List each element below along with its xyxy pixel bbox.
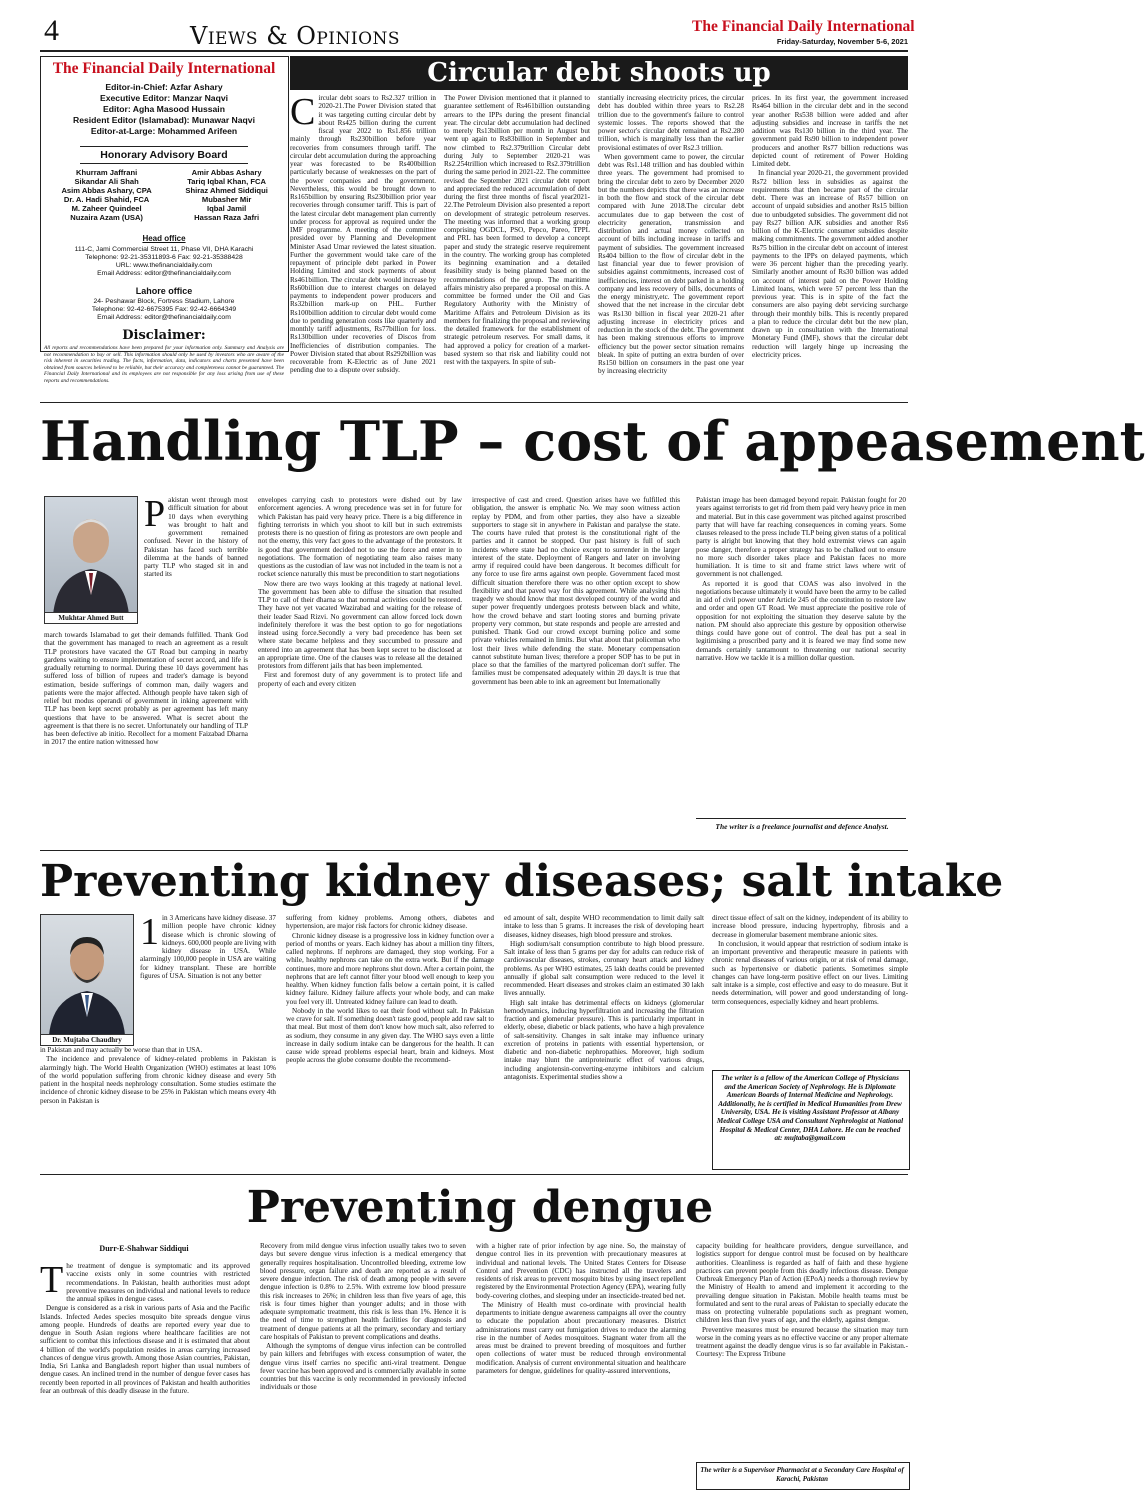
dengue-writer-note: The writer is a Supervisor Pharmacist at a Secondary Care Hospital of Karachi, Pakistan <box>700 1466 904 1483</box>
header-date: Friday-Saturday, November 5-6, 2021 <box>776 37 908 46</box>
paragraph: he treatment of dengue is symptomatic and its approved vaccine exists only in some countries with restricted recommendations. In Pakistan, health authorities must adopt preventive measures on individual and national levels to reduce the annual spikes in dengue cases. <box>66 1262 250 1303</box>
advisory-table <box>44 168 284 222</box>
tlp-col3 <box>472 496 680 846</box>
writer-note-rule <box>696 818 906 819</box>
author-portrait-icon <box>45 497 137 615</box>
paragraph: High salt intake has detrimental effects on kidneys (glomerular hemodynamics, inducing hyperfiltration and increasing the filtration fraction and glomerular pressure). This is particularly important in elderly, obese, diabetic or black patients, who have a high prevalence of salt-sensitivity. Changes in salt intake may influence urinary excretion of proteins in patients with essential hypertension, or diabetic and non-diabetic nephropathies. Moreover, high sodium intake may blunt the antiproteinuric effect of various drugs, including angiotensin-converting-enzyme inhibitors and calcium antagonists. Experimental studies show a <box>504 998 704 1081</box>
paragraph: High sodium/salt consumption contribute to high blood pressure. Salt intake of less than 5 grams per day for adults can reduce risk of cardiovascular diseases, strokes, coronary heart attack and kidney problems. As per WHO estimates, 25 lakh deaths could be prevented annually if global salt consumption were reduced to the level it recommended. Heart diseases and strokes claim an estimated 30 lakh lives annually. <box>504 939 704 998</box>
paragraph: Preventive measures must be ensured because the situation may turn worse in the coming years as no effective vaccine or any proper alternate treatment against the deadly dengue virus is so far available in Pakistan.-Courtesy: The Express Tribune <box>696 1325 908 1359</box>
author-photo <box>44 496 138 616</box>
drop-cap: P <box>144 493 166 535</box>
head-office-line: Telephone: 92-21-35311893-6 Fax: 92-21-35388428 <box>85 254 243 261</box>
header-brand: The Financial Daily International <box>692 18 915 35</box>
kidney-col1a <box>140 911 276 1046</box>
advisor: Dr. A. Hadi Shahid, FCA <box>63 195 150 204</box>
staff-editor-in-chief: Editor-in-Chief: Azfar Ashary <box>105 82 223 92</box>
head-office-line: URL: www.thefinancialdaily.com <box>115 262 213 269</box>
tlp-col2 <box>258 496 462 846</box>
advisory-title: Honorary Advisory Board <box>80 146 248 164</box>
tlp-headline: Handling TLP – cost of appeasement <box>40 409 1145 473</box>
paragraph: When government came to power, the circular debt was Rs1.148 trillion and has doubled within three years. The government had promised to bring the circular debt to zero by December 2020 but the numbers depicts that there was an increase in both the flow and stock of the circular debt compared with June 2018.The circular debt accumulates due to gap between the cost of electricity generation, transmission and distribution and actual money collected on account of bills including increase in tariffs and payment of subsidies. The government increased Rs404 billion to the flow of circular debt in the last financial year due to fewer provision of subsidies against commitments, increased cost of inefficiencies, interest on debt parked in a holding company and less recovery of bills, documents of the energy ministry,etc. The government report showed that the net increase in the circular debt was Rs130 billion in fiscal year 2020-21 after adjusting increase in electricity prices and reduction in the stock of the debt. The government has been making strenuous efforts to improve efficiency but the power sector situation remains bleak. In spite of putting an extra burden of over Rs150 billion on consumers in the past one year by increasing electricity <box>598 152 744 376</box>
disclaimer-text: All reports and recommendations have been prepared for your information only. Summary and Analysis are not recommendation to buy or sell. This information should only be used by investors who are aware of the risk inherent in securities trading. The facts, information, data, indicators and charts presented have been obtained from sources believed to be reliable, but their accuracy and completeness cannot be guaranteed. The Financial Daily International and its employees are not responsible for any loss arising from use of these reports and recommendations. <box>44 345 284 384</box>
dengue-headline: Preventing dengue <box>246 1182 714 1233</box>
author-caption: Mukhtar Ahmed Butt <box>44 612 138 624</box>
paragraph: direct tissue effect of salt on the kidney, independent of its ability to increase blood pressure, inducing hypertrophy, fibrosis and a decrease in glomerular basement membrane anionic sites. <box>712 914 908 939</box>
advisor: Sikandar Ali Shah <box>74 177 139 186</box>
author-caption: Dr. Mujtaba Chaudhry <box>40 1034 134 1046</box>
staff-resident-editor: Resident Editor (Islamabad): Munawar Naqvi <box>73 115 255 125</box>
paragraph: Recovery from mild dengue virus infection usually takes two to seven days but severe dengue virus infection is a medical emergency that generally requires hospitalisation. Uncontrolled bleeding, extreme low blood pressure, organ failure and death are reported as a result of severe dengue infection. The risk of death among people with severe dengue infection is 0.8% to 2.5%. With extreme low blood pressure this risk increases to 26%; in children less than five years of age, this risk is four times higher than younger adults; and in those with adequate symptomatic treatment, this risk is less than 1%. Hence it is the need of time to strengthen health facilities for diagnosis and treatment of dengue patients at all the primary, secondary and tertiary care hospitals of Pakistan to prevent complications and deaths. <box>260 1242 466 1341</box>
tlp-writer-note: The writer is a freelance journalist and defence Analyst. <box>715 822 889 831</box>
paragraph: The Ministry of Health must co-ordinate with provincial health departments to initiate dengue awareness campaigns all over the country to educate the population about precautionary measures. District administrations must carry out fumigation drives to reduce the alarming rise in the number of Aedes mosquitoes. Stagnant water from all the areas must be drained to prevent breeding of mosquitoes and further open collections of water must be reduced through environmental modification. Analysis of current environmental situation and healthcare parameters for dengue, guidelines for quality-assured interventions, <box>476 1300 686 1375</box>
paragraph: march towards Islamabad to get their demands fulfilled. Thank God that the government has managed to reach an agreement as a result TLP protestors have vacated the GT Road but camping in nearby gardens waiting to ensure implementation of secret accord, and life is gradually returning to normal. During these 10 days government has suffered loss of billion of rupees and trader's damage is beyond estimation, beside sufferings of common man, daily wagers and patients were the major affected. Although people have taken sigh of relief but modus operandi of government in inking agreement with TLP has been kept secret probably as per agreement has left many questions that have to be answered. What is secret about the agreement is that there is no secret. Unfortunately our handling of TLP has been defective ab initio. Recollect for a moment Faizabad Dharna in 2017 the entire nation witnessed how <box>44 631 248 747</box>
staff-executive-editor: Executive Editor: Manzar Naqvi <box>100 93 228 103</box>
tlp-col1b <box>44 631 248 846</box>
author-portrait-icon <box>41 915 133 1035</box>
circular-debt-col2 <box>444 94 590 396</box>
advisor: Shiraz Ahmed Siddiqui <box>185 186 268 195</box>
kidney-col4 <box>712 914 908 1066</box>
circular-debt-col4 <box>752 94 908 396</box>
advisor: Tariq Iqbal Khan, FCA <box>187 177 266 186</box>
paragraph: ircular debt soars to Rs2.327 trillion in 2020-21.The Power Division stated that it was targeting cutting circular debt by about Rs425 billion during the current fiscal year 2022 to Rs1.856 trillion mainly through Rs230billion before year recoveries from consumers through tariff. The circular debt accumulation during the approaching year was forecasted to be Rs400billion particularly because of weaknesses on the part of the power companies and the government. Nevertheless, this would be brought down to Rs165billion by ensuring Rs230billion prior year recoveries through consumer tariff. This is part of the latest circular debt management plan currently under process for approval as required under the IMF programme. A meeting of the committee presided over by Planning and Development Minister Asad Umar reviewed the latest situation. Further the government would take care of the repayment of principle debt parked in Power Holding Limited and stock payments of about Rs461billion. The circular debt would increase by Rs60billion due to interest charges on delayed payments to independent power producers and Rs32billion mark-up on PHL. Further Rs100billion addition to circular debt would come due to pending generation costs like quarterly and monthly tariff adjustments, Rs77billion for loss. Rs130billion under recoveries of Discos from Inefficiencies of distribution companies. The Power Division stated that about Rs292billion was recoverable from K-Electric as of June 2021 pending due to a dispute over subsidy. <box>290 94 436 375</box>
paragraph: Although the symptoms of dengue virus infection can be controlled by pain killers and febrifuges with excess consumption of water, the dengue virus itself carries no specific anti-viral treatment. Dengue fever vaccine has been approved and is commercially available in some countries but this vaccine is only recommended in previously infected individuals or those <box>260 1342 466 1392</box>
drop-cap: T <box>40 1259 64 1301</box>
author-photo <box>40 914 134 1036</box>
staff-editor-at-large: Editor-at-Large: Mohammed Arifeen <box>90 126 238 136</box>
paragraph: akistan went through most difficult situation for about 10 days when everything was brought to halt and government remained confused. Never in the history of Pakistan has faced such terrible dilemma at the hands of banned party TLP who staged sit in and started its <box>144 496 248 579</box>
header-rule <box>40 50 908 52</box>
paragraph: irrespective of cast and creed. Question arises have we fulfilled this obligation, the answer is emphatic No. We may soon witness action replay by PDM, and from other parties, they also have a sizeable supporters to stage sit in anywhere in Pakistan and paralyse the state. The courts have ruled that protest is the constitutional right of the parties and it cannot be stopped. Our past history is full of such incidents where state had no choice except to surrender in the larger interest of the state. Deployment of Rangers and later on involving army if required could have been dangerous. It becomes difficult for any force to use fire arms against own people. Government faced most difficult situation therefore there was no other option except to show flexibility and that paved way for this agreement. While analysing this tragedy we should know that most developed country of the world and super power frequently undergoes protests between black and white, how the crowd behave and start looting stores and burning private property very common, but state responds and people are arrested and punished. Thank God our crowd except burning police and some private vehicles remained in limits. But what about that policeman who lost their lives while defending the state. Monetary compensation cannot substitute human lives; therefore a proper SOP has to be put in place so that the families of the martyred policeman don't suffer. The families must be compensated adequately within 20 days.It is true that government has been able to ink an agreement but Internationally <box>472 496 680 686</box>
drop-cap: C <box>290 91 316 133</box>
section-divider <box>40 850 908 851</box>
advisor: M. Zaheer Quindeel <box>71 204 142 213</box>
section-divider <box>40 402 908 403</box>
paragraph: suffering from kidney problems. Among others, diabetes and hypertension, are major risk factors for chronic kidney disease. <box>286 914 494 931</box>
advisor: Amir Abbas Ashary <box>191 168 262 177</box>
paragraph: stantially increasing electricity prices, the circular debt has doubled within three years to Rs2.28 trillion due to the government's failure to control systemic losses. The reports showed that the power sector's circular debt remained at Rs2.280 trillion, which is marginally less than the earlier provisional estimates of over Rs2.3 trillion. <box>598 94 744 152</box>
head-office-title: Head office <box>142 234 186 243</box>
paragraph: In conclusion, it would appear that restriction of sodium intake is an important preventive and therapeutic measure in patients with chronic renal diseases of various origin, or at risk of renal damage, such as hypertensive or diabetic patients. Sometimes simple changes can have long-term positive effect on our lives. Limiting salt intake is a simple, cost effective and easy to do measure. But it needs determination, will power and good understanding of long-term consequences, especially kidney and heart problems. <box>712 939 908 1006</box>
paragraph: Nobody in the world likes to eat their food without salt. In Pakistan we crave for salt. If something doesn't taste good, people add raw salt to that meal. But most of them don't know how much salt, also referred to as sodium, they consume in any given day. The WHO says even a little increase in daily sodium intake can be dangerous for the health. It can cause wide spread problems especial heart, brain and kidneys. Most people across the globe consume double the recommend- <box>286 1006 494 1065</box>
paragraph: The incidence and prevalence of kidney-related problems in Pakistan is alarmingly high. The World Health Organization (WHO) estimates at least 10% of the world population suffering from chronic kidney disease and every 5th patient in the hospital needs nephrology consultation. Some studies estimate the incidence of chronic kidney disease to be 25% in Pakistan which means every 4th person in Pakistan is <box>40 1055 276 1105</box>
tlp-col4 <box>696 496 906 812</box>
kidney-writer-note: The writer is a fellow of the American College of Physicians and the American Society of Nephrology. He is Diplomate American Boards of Internal Medicine and Nephrology. Additionally, he is certified in Medical Humanities from Drew University, USA. He is visiting Assistant Professor at Albany Medical College USA and Consultant Nephrologist at National Hospital & Medical Center, DHA Lahore. He can be reached at: mujtaba@gmail.com <box>716 1074 904 1143</box>
circular-debt-col3 <box>598 94 744 396</box>
head-office-address <box>44 246 284 278</box>
disclaimer-title: Disclaimer: <box>122 328 206 343</box>
paragraph: in Pakistan and may actually be worse than that in USA. <box>40 1046 203 1054</box>
paragraph: Chronic kidney disease is a progressive loss in kidney function over a period of months or years. Each kidney has about a million tiny filters, called nephrons. If nephrons are damaged, they stop working. For a while, healthy nephrons can take on the extra work. But if the damage continues, more and more nephrons shut down. After a certain point, the nephrons that are left cannot filter your blood well enough to keep you healthy. When kidney function falls below a certain point, it is called kidney failure. Kidney failure affects your whole body, and can make you feel very ill. Untreated kidney failure can lead to death. <box>286 931 494 1006</box>
paragraph: The Power Division mentioned that it planned to guarantee settlement of Rs461billion outstanding arrears to the IPPs during the present financial year. The circular debt accumulation had declined to merely Rs13billion per month in August but went up again to Rs83billion in September and now climbed to Rs2.379trillion Circular debt during July to September 2020-21 was Rs2.254trillion which increased to Rs2.379trillion during the same period in 2021-22. The committee revised the September 2021 circular debt report and appreciated the reduced accumulation of debt during the first three months of fiscal year2021-22.The Petroleum Division also presented a report on development of strategic petroleum reserves. The meeting was informed that a working group comprising OGDCL, PSO, Pepco, Pareo, TPPL and PRL has been formed to develop a concept paper and study the strategic reserve requirement in the country. The working group has completed its beginning examination and a detailed feasibility study is being planned based on the recommendations of the group. The maritime affairs ministry also prepared a proposal on this. A committee be formed under the Oil and Gas Regulatory Authority with the Ministry of Maritime Affairs and Petroleum Division as its members for finalizing the proposal and reviewing the detailed framework for the establishment of strategic petroleum reserves. For small dams, it had approved a policy for creation of a market-based system so that risk and liability could not rest with the taxpayers. In spite of sub- <box>444 94 590 366</box>
drop-cap: 1 <box>140 911 159 953</box>
dengue-author: Durr-E-Shahwar Siddiqui <box>99 1244 189 1253</box>
paragraph: ed amount of salt, despite WHO recommendation to limit daily salt intake to less than 5 grams. It increases the risk of developing heart diseases, kidney diseases, high blood pressure and strokes. <box>504 914 704 939</box>
paragraph: prices. In its first year, the government increased Rs464 billion in the circular debt and in the second year another Rs538 billion were added and after adjusting subsidies and increase in tariffs the net addition was Rs130 billion in the third year. The government paid Rs90 billion to independent power producers and another Rs77 billion reductions was depicted count of retirement of Power Holding Limited debt. <box>752 94 908 168</box>
page-number: 4 <box>44 14 59 47</box>
staff-editor: Editor: Agha Masood Hussain <box>103 104 225 114</box>
circular-debt-headline: Circular debt shoots up <box>427 58 771 88</box>
paragraph: in 3 Americans have kidney disease. 37 million people have chronic kidney disease which is chronic slowing of kidneys. 600,000 people are living with kidney disease in USA. While alarmingly 100,000 people in USA are waiting for kidney transplant. These are horrible figures of USA. Situation is not any better <box>140 914 276 980</box>
lahore-office-line: Telephone: 92-42-6675395 Fax: 92-42-6664349 <box>91 306 237 313</box>
dengue-col4 <box>696 1242 908 1458</box>
kidney-headline: Preventing kidney diseases; salt intake <box>40 856 1004 907</box>
lahore-office-address <box>44 298 284 322</box>
paragraph: In financial year 2020-21, the government provided Rs72 billion less in subsidies as against the requirements that then became part of the circular debt. There was an increase of Rs57 billion on account of unpaid subsidies and another Rs15 billion due to unbudgeted subsidies. The government did not pay Rs27 billion AJK subsidies and another Rs6 billion of the K-Electric consumer subsidies despite making commitments. The government added another Rs75 billion in the circular debt on account of interest payments to the IPPs on delayed payments, which were 36 percent higher than the preceding yearly. Similarly another amount of Rs30 billion was added on account of interest paid on the Power Holding Limited loans, which were 57 percent less than the previous year. This is in spite of the fact the consumers are also paying debt servicing surcharge through their monthly bills. This is recently prepared a plan to reduce the circular debt but the new plan, drawn up in consultation with the International Monetary Fund (IMF), shows that the circular debt reduction will largely hinge up increasing the electricity prices. <box>752 169 908 359</box>
tlp-col1a <box>144 493 248 631</box>
kidney-col3 <box>504 914 704 1168</box>
paragraph: with a higher rate of prior infection by age nine. So, the mainstay of dengue control lies in its prevention with precautionary measures at individual and national levels. The United States Centers for Disease Control and Prevention (CDC) has instructed all the travelers and residents of risk areas to prevent mosquito bites by using insect repellent registered by the Environmental Protection Agency (EPA), wearing fully body-covering clothes, and sleeping under an insecticide-treated bed net. <box>476 1242 686 1300</box>
masthead-brand: The Financial Daily International <box>52 60 276 77</box>
paragraph: Dengue is considered as a risk in various parts of Asia and the Pacific Islands. Infected Aedes species mosquito bite spreads dengue virus among people. Hundreds of deaths are reported every year due to dengue in South Asian regions where healthcare facilities are not sufficient to combat this infectious disease and it is estimated that about 4 billion of the world's population resides in areas carrying increased chances of dengue virus growth. Among those Asian countries, Pakistan, India, Sri Lanka and Bangladesh report higher than usual numbers of dengue cases. An inclined trend in the number of dengue fever cases has recently been reported in all provinces of Pakistan and health authorities fear an outbreak of this deadly disease in the future. <box>40 1304 250 1395</box>
advisor: Khurram Jaffrani <box>76 168 138 177</box>
section-title: Views & Opinions <box>190 22 401 50</box>
dengue-col1 <box>40 1259 250 1488</box>
head-office-line: 111-C, Jami Commercial Street 11, Phase VII, DHA Karachi <box>74 246 254 253</box>
section-divider <box>40 1174 908 1175</box>
lahore-office-title: Lahore office <box>135 286 193 296</box>
kidney-col2 <box>286 914 494 1168</box>
advisor: Asim Abbas Ashary, CPA <box>61 186 152 195</box>
paragraph: First and foremost duty of any government is to protect life and property of each and every citizen <box>258 671 462 688</box>
paragraph: As reported it is good that COAS was also involved in the negotiations because ultimately it would have been the army to be called in aid of civil power under Article 245 of the constitution to restore law and order and open GT Road. We must appreciate the positive role of opposition for not exploiting the situation they deserve salute by the nation. PM should also appreciate this gesture by opposition otherwise things could have gone out of control. The deal has put a seal in legitimising a proscribed party and it is feared we may find some new demands certainly tantamount to threatening our national security narrative. How we tackle it is a million dollar question. <box>696 579 906 662</box>
paragraph: Pakistan image has been damaged beyond repair. Pakistan fought for 20 years against terrorists to get rid from them paid very heavy price in men and material. But in this case government was pitched against proscribed party that will have far reaching consequences in coming years. Some clauses released to the press include TLP being given status of a political party is alright but knowing that they hold extremist views can again pose danger, therefore a proper strategy has to be chalked out to ensure no more such disorder takes place and Pakistan faces no more humiliation. It is time to sit and frame strict laws where writ of government is not challenged. <box>696 496 906 579</box>
advisor: Hassan Raza Jafri <box>194 213 260 222</box>
advisor: Iqbal Jamil <box>206 204 247 213</box>
kidney-col1b <box>40 1046 276 1168</box>
paragraph: Now there are two ways looking at this tragedy at national level. The government has been able to diffuse the situation that resulted TLP to call of their dharna so that normal activities could be restored. They have not yet vacated Wazirabad and waiting for the release of their leader Saad Rizvi. No government can allow forced lock down indefinitely therefore it was the best option to go for negotiations instead using force.Secondly a very bad precedence has been set where state became helpless and they succumbed to pressure and entered into an agreement that has been kept secret to be disclosed at an appropriate time. One of the clauses was to release all the detained protestors from different jails that has been implemented. <box>258 579 462 670</box>
head-office-line: Email Address: editor@thefinancialdaily.com <box>97 270 231 277</box>
advisor: Nuzaira Azam (USA) <box>70 213 143 222</box>
dengue-col3 <box>476 1242 686 1488</box>
circular-debt-col1 <box>290 91 436 396</box>
dengue-col2 <box>260 1242 466 1488</box>
paragraph: envelopes carrying cash to protestors were dished out by law enforcement agencies. A wrong precedence was set in for future for which Pakistan has paid very heavy price. There is a big difference in fighting terrorists in which you shoot to kill but in such extremists protests there is no question of firing as protestors are own people and not the enemy, this very fact goes to the advantage of the protestors. It is good that government decided not to use the force and enter in to negotiations. The formation of negotiating team also raises many questions as the custodian of law was not included in the team is not a rocket science naturally this must be precondition to start negotiations <box>258 496 462 579</box>
advisor: Mubasher Mir <box>201 195 252 204</box>
lahore-office-line: Email Address: editor@thefinancialdaily.com <box>97 314 231 321</box>
lahore-office-line: 24- Peshawar Block, Fortress Stadium, Lahore <box>93 298 235 305</box>
paragraph: capacity building for healthcare providers, dengue surveillance, and logistics support for dengue control must be focused on by healthcare authorities. Cleanliness is regarded as half of faith and these hygiene practices can prevent people from this deadly infectious disease. Dengue Outbreak Emergency Plan of Action (EPoA) needs a thorough review by the Ministry of Health to amend and implement it according to the prevailing dengue situation in Pakistan. Mobile health teams must be formulated and sent to the rural areas of Pakistan to specially educate the mass on protecting vulnerable populations such as pregnant women, children less than five years of age, and the elderly, against dengue. <box>696 1242 908 1325</box>
